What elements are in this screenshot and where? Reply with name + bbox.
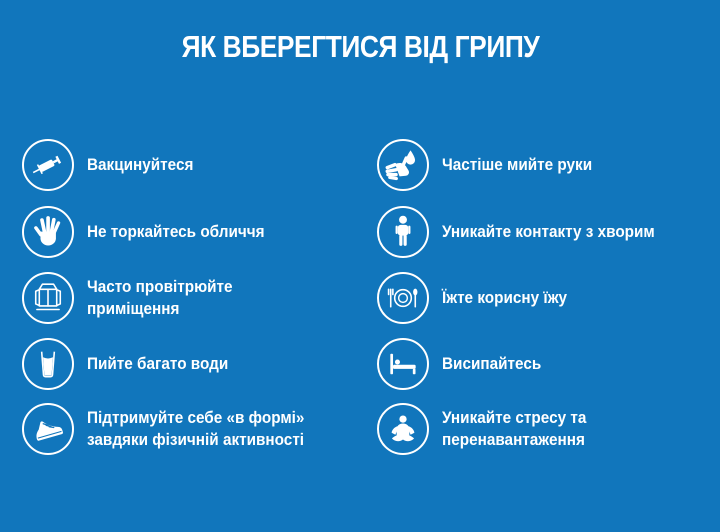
tip-drink-water: [22, 338, 244, 390]
hand-wash-icon: [377, 139, 429, 191]
water-glass-icon: [22, 338, 74, 390]
person-icon: [377, 206, 429, 258]
tip-vaccinate: [22, 139, 205, 191]
syringe-icon: [22, 139, 74, 191]
tip-label: Уникайте стресу та перенавантаження: [442, 407, 587, 449]
tip-label: Частіше мийте руки: [442, 154, 593, 174]
tip-avoid-sick-contact: [377, 206, 678, 258]
meditation-icon: [377, 403, 429, 455]
tip-sleep-enough: [377, 338, 552, 390]
tip-dont-touch-face: [22, 206, 284, 258]
tip-label: Вакцинуйтеся: [87, 154, 194, 174]
open-window-icon: [22, 272, 74, 324]
page-title-text: ЯК ВБЕРЕГТИСЯ ВІД ГРИПУ: [181, 29, 539, 64]
tip-label: Часто провітрюйте приміщення: [87, 276, 233, 318]
tip-label: Уникайте контакту з хворим: [442, 221, 655, 241]
tip-label: Пийте багато води: [87, 353, 229, 373]
tip-label: Висипайтесь: [442, 353, 542, 373]
bed-icon: [377, 338, 429, 390]
plate-cutlery-icon: [377, 272, 429, 324]
sneaker-icon: [22, 403, 74, 455]
tip-avoid-stress: [377, 403, 697, 455]
tip-label: Не торкайтесь обличчя: [87, 221, 265, 241]
tip-wash-hands: [377, 139, 609, 191]
tip-label: Підтримуйте себе «в формі» завдяки фізичній активності: [87, 407, 305, 449]
hand-icon: [22, 206, 74, 258]
tip-ventilate-room: [22, 272, 342, 324]
tip-label: Їжте корисну їжу: [442, 287, 568, 307]
page-title: [0, 30, 720, 64]
tip-stay-fit: [22, 403, 342, 455]
tip-eat-healthy: [377, 272, 581, 324]
